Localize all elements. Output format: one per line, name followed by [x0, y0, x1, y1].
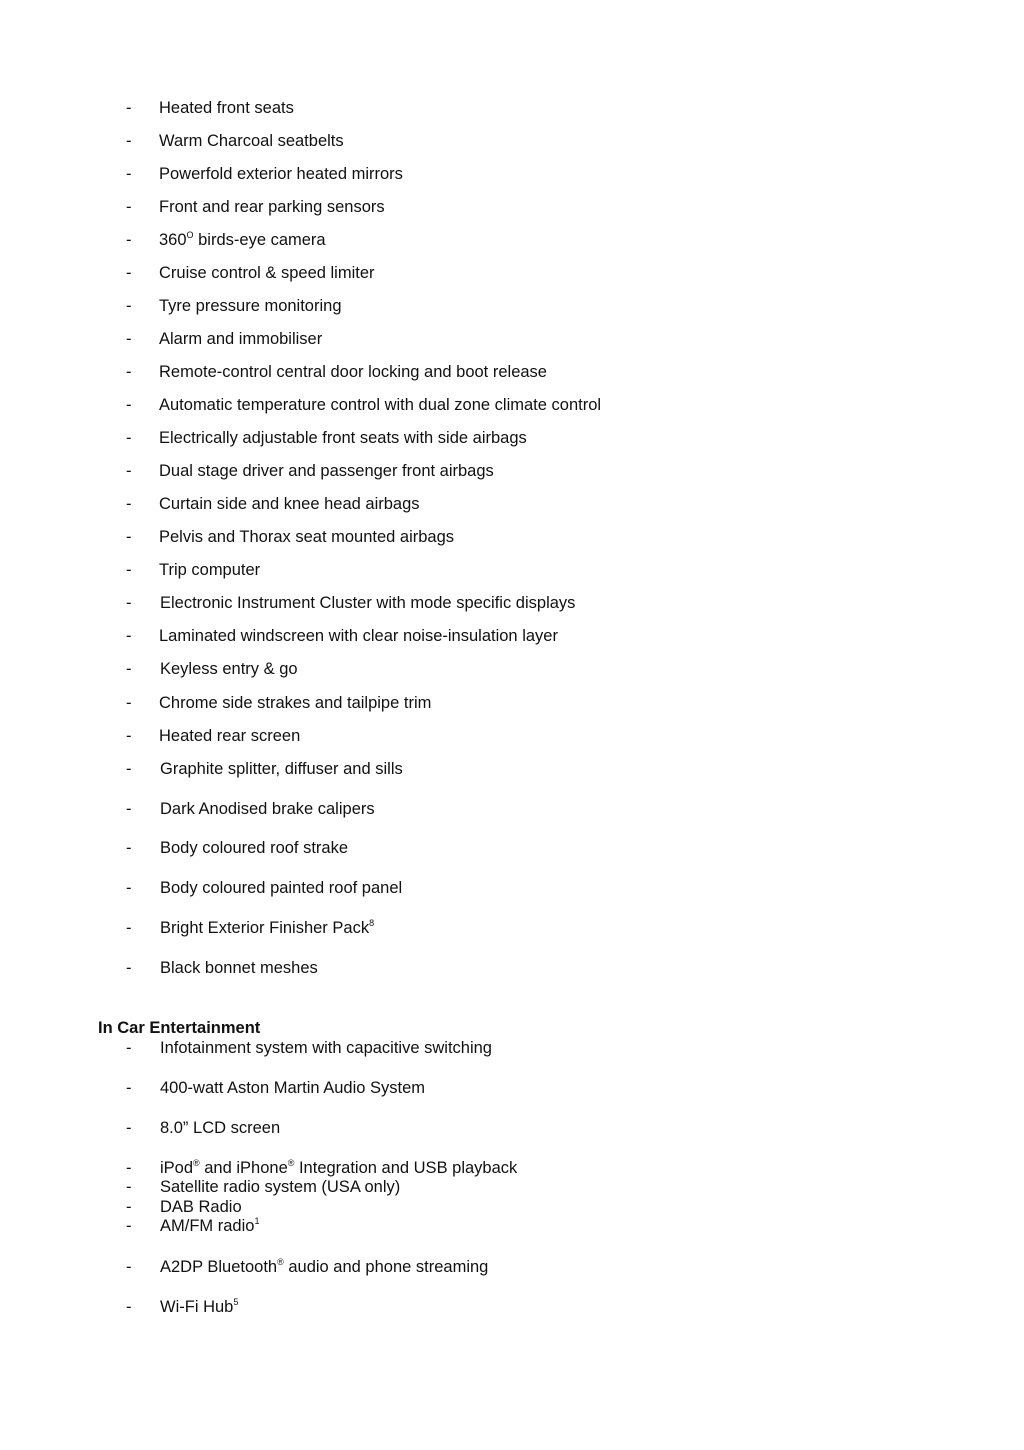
list-item: [0, 328, 1024, 350]
item-text: Warm Charcoal seatbelts: [159, 132, 344, 150]
list-item: [0, 658, 1024, 680]
item-text: DAB Radio: [160, 1198, 242, 1216]
list-item: [0, 229, 1024, 251]
list-item: [0, 97, 1024, 119]
list-item: [0, 957, 1024, 979]
list-item: [0, 725, 1024, 747]
list-item: [0, 361, 1024, 383]
bullet-dash: -: [126, 528, 132, 546]
list-item: [0, 877, 1024, 899]
bullet-dash: -: [126, 495, 132, 513]
item-text: Powerfold exterior heated mirrors: [159, 165, 403, 183]
item-text: 8.0” LCD screen: [160, 1119, 281, 1137]
list-item: [0, 1077, 1024, 1099]
list-item: [0, 427, 1024, 449]
item-text: [159, 229, 326, 251]
bullet-dash: -: [126, 429, 132, 447]
bullet-dash: -: [126, 396, 132, 414]
bullet-dash: -: [126, 694, 132, 712]
list-item: [0, 1215, 1024, 1237]
superscript: O: [186, 229, 194, 240]
item-text: Body coloured roof strake: [160, 839, 349, 857]
item-text: 400-watt Aston Martin Audio System: [160, 1079, 426, 1097]
bullet-dash: -: [126, 627, 132, 645]
item-text: Heated rear screen: [159, 727, 301, 745]
registered-mark: ®: [277, 1256, 284, 1267]
registered-mark: ®: [193, 1157, 200, 1168]
section-heading: In Car Entertainment: [98, 1019, 261, 1037]
bullet-dash: -: [126, 760, 132, 778]
item-text-rest: and iPhone: [199, 1159, 288, 1177]
bullet-dash: -: [126, 660, 132, 678]
item-text: Curtain side and knee head airbags: [159, 495, 420, 513]
list-item: [0, 592, 1024, 614]
item-text: [160, 1215, 259, 1237]
item-text: Electronic Instrument Cluster with mode specific displays: [160, 594, 576, 612]
superscript: 8: [369, 917, 375, 928]
bullet-dash: -: [126, 1298, 132, 1316]
list-item: [0, 394, 1024, 416]
bullet-dash: -: [126, 330, 132, 348]
bullet-dash: -: [126, 879, 132, 897]
item-text: Satellite radio system (USA only): [160, 1178, 401, 1196]
item-text: Pelvis and Thorax seat mounted airbags: [159, 528, 455, 546]
bullet-dash: -: [126, 1178, 132, 1196]
superscript: 1: [254, 1215, 260, 1226]
bullet-dash: -: [126, 198, 132, 216]
bullet-dash: -: [126, 1119, 132, 1137]
bullet-dash: -: [126, 959, 132, 977]
item-text: Remote-control central door locking and boot release: [159, 363, 547, 381]
item-text: Automatic temperature control with dual zone climate control: [159, 396, 602, 414]
item-text: Body coloured painted roof panel: [160, 879, 403, 897]
list-item: [0, 493, 1024, 515]
bullet-dash: -: [126, 561, 132, 579]
item-text: Chrome side strakes and tailpipe trim: [159, 694, 432, 712]
item-text-main: iPod: [160, 1159, 194, 1177]
bullet-dash: -: [126, 231, 132, 249]
bullet-dash: -: [126, 919, 132, 937]
list-item: [0, 798, 1024, 820]
list-item: [0, 526, 1024, 548]
list-item: [0, 917, 1024, 939]
item-text: Tyre pressure monitoring: [159, 297, 342, 315]
bullet-dash: -: [126, 594, 132, 612]
bullet-dash: -: [126, 462, 132, 480]
item-text-rest: birds-eye camera: [193, 231, 326, 249]
item-text-rest: Integration and USB playback: [294, 1159, 518, 1177]
bullet-dash: -: [126, 363, 132, 381]
list-item: [0, 559, 1024, 581]
item-text: Laminated windscreen with clear noise-insulation layer: [159, 627, 558, 645]
item-text-main: A2DP Bluetooth: [160, 1258, 278, 1276]
bullet-dash: -: [126, 800, 132, 818]
bullet-dash: -: [126, 1039, 132, 1057]
item-text: Alarm and immobiliser: [159, 330, 323, 348]
bullet-dash: -: [126, 1159, 132, 1177]
bullet-dash: -: [126, 727, 132, 745]
list-item: [0, 130, 1024, 152]
list-item: [0, 262, 1024, 284]
item-text-main: AM/FM radio: [160, 1217, 255, 1235]
item-text-main: Bright Exterior Finisher Pack: [160, 919, 370, 937]
superscript: 5: [233, 1296, 239, 1307]
list-item: [0, 295, 1024, 317]
bullet-dash: -: [126, 1258, 132, 1276]
bullet-dash: -: [126, 99, 132, 117]
item-text-rest: audio and phone streaming: [283, 1258, 489, 1276]
item-text: Cruise control & speed limiter: [159, 264, 375, 282]
item-text: [160, 917, 374, 939]
list-item: [0, 625, 1024, 647]
bullet-dash: -: [126, 839, 132, 857]
registered-mark: ®: [287, 1157, 295, 1168]
list-item: [0, 196, 1024, 218]
item-text: Dark Anodised brake calipers: [160, 800, 375, 818]
item-text: Heated front seats: [159, 99, 294, 117]
item-text: Electrically adjustable front seats with side airbags: [159, 429, 527, 447]
item-text: Black bonnet meshes: [160, 959, 318, 977]
bullet-dash: -: [126, 1198, 132, 1216]
list-item: [0, 1256, 1024, 1278]
item-text: Graphite splitter, diffuser and sills: [160, 760, 403, 778]
bullet-dash: -: [126, 264, 132, 282]
bullet-dash: -: [126, 165, 132, 183]
bullet-dash: -: [126, 1217, 132, 1235]
list-item: [0, 1117, 1024, 1139]
list-item: [0, 460, 1024, 482]
list-item: [0, 1037, 1024, 1059]
item-text: Infotainment system with capacitive switching: [160, 1039, 492, 1057]
item-text: [160, 1256, 488, 1278]
item-text: Front and rear parking sensors: [159, 198, 385, 216]
item-text: [160, 1296, 238, 1318]
item-text-main: Wi-Fi Hub: [160, 1298, 234, 1316]
list-item: [0, 163, 1024, 185]
list-item: [0, 1296, 1024, 1318]
list-item: [0, 1176, 1024, 1198]
bullet-dash: -: [126, 297, 132, 315]
item-text: Trip computer: [159, 561, 261, 579]
list-item: [0, 758, 1024, 780]
list-item: [0, 692, 1024, 714]
bullet-dash: -: [126, 1079, 132, 1097]
item-text-main: 360: [159, 231, 187, 249]
list-item: [0, 837, 1024, 859]
item-text: Keyless entry & go: [160, 660, 298, 678]
item-text: Dual stage driver and passenger front airbags: [159, 462, 494, 480]
bullet-dash: -: [126, 132, 132, 150]
